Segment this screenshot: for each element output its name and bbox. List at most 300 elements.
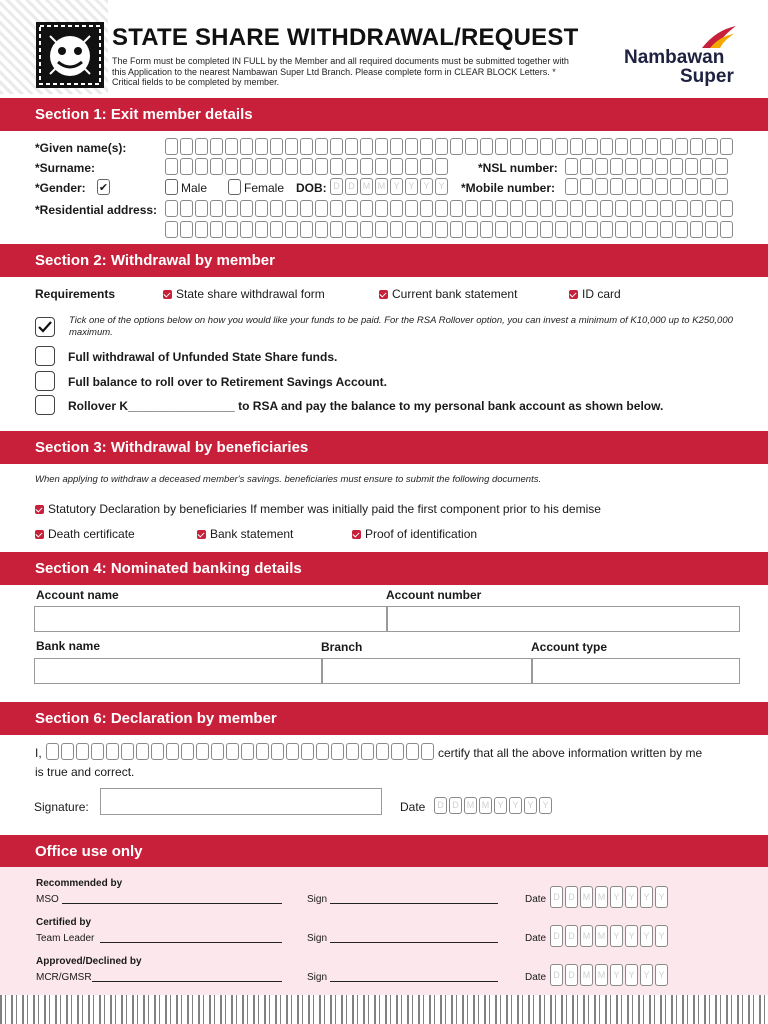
mobile-label: *Mobile number: bbox=[461, 181, 556, 195]
doc-item: Bank statement bbox=[197, 527, 293, 541]
char-box[interactable] bbox=[165, 200, 178, 217]
char-box[interactable] bbox=[330, 158, 343, 175]
char-box[interactable]: Y bbox=[640, 925, 653, 947]
char-box[interactable] bbox=[555, 221, 568, 238]
check-icon bbox=[379, 290, 388, 299]
char-box[interactable] bbox=[270, 158, 283, 175]
char-box[interactable]: Y bbox=[655, 925, 668, 947]
char-box[interactable]: Y bbox=[655, 964, 668, 986]
char-box[interactable] bbox=[255, 138, 268, 155]
office-row-line[interactable] bbox=[62, 903, 282, 904]
char-box[interactable] bbox=[435, 200, 448, 217]
char-box[interactable] bbox=[360, 138, 373, 155]
char-box[interactable] bbox=[420, 200, 433, 217]
char-box[interactable] bbox=[360, 158, 373, 175]
char-box[interactable]: M bbox=[595, 886, 608, 908]
char-box[interactable] bbox=[405, 138, 418, 155]
account-number-input[interactable] bbox=[387, 606, 740, 632]
account-name-label: Account name bbox=[36, 588, 119, 602]
char-box[interactable] bbox=[465, 221, 478, 238]
office-row-heading: Recommended by bbox=[36, 878, 123, 889]
char-box[interactable] bbox=[570, 138, 583, 155]
office-date-input[interactable] bbox=[550, 925, 668, 947]
char-box[interactable] bbox=[570, 221, 583, 238]
char-box[interactable] bbox=[345, 138, 358, 155]
char-box[interactable]: D bbox=[434, 797, 447, 814]
char-box[interactable] bbox=[435, 221, 448, 238]
char-box[interactable] bbox=[166, 743, 179, 760]
char-box[interactable] bbox=[600, 221, 613, 238]
char-box[interactable] bbox=[690, 138, 703, 155]
char-box[interactable] bbox=[715, 178, 728, 195]
char-box[interactable] bbox=[700, 158, 713, 175]
char-box[interactable] bbox=[480, 221, 493, 238]
given-names-input[interactable] bbox=[165, 138, 733, 155]
char-box[interactable] bbox=[195, 221, 208, 238]
char-box[interactable] bbox=[330, 138, 343, 155]
char-box[interactable] bbox=[270, 221, 283, 238]
account-number-label: Account number bbox=[386, 588, 482, 602]
char-box[interactable] bbox=[570, 200, 583, 217]
decorative-pattern bbox=[0, 995, 768, 1024]
char-box[interactable] bbox=[600, 200, 613, 217]
char-box[interactable]: M bbox=[580, 886, 593, 908]
char-box[interactable] bbox=[565, 158, 578, 175]
beneficiary-note: When applying to withdraw a deceased member's savings. beneficiaries must ensure to submit the following documents. bbox=[35, 474, 542, 485]
char-box[interactable] bbox=[660, 200, 673, 217]
char-box[interactable] bbox=[255, 158, 268, 175]
char-box[interactable] bbox=[165, 158, 178, 175]
char-box[interactable] bbox=[390, 200, 403, 217]
char-box[interactable]: Y bbox=[655, 886, 668, 908]
sign-label: Sign bbox=[307, 894, 328, 905]
char-box[interactable]: Y bbox=[405, 178, 418, 195]
char-box[interactable] bbox=[315, 221, 328, 238]
char-box[interactable] bbox=[195, 200, 208, 217]
char-box[interactable] bbox=[286, 743, 299, 760]
char-box[interactable] bbox=[595, 158, 608, 175]
char-box[interactable] bbox=[240, 138, 253, 155]
char-box[interactable] bbox=[165, 138, 178, 155]
char-box[interactable] bbox=[585, 138, 598, 155]
char-box[interactable] bbox=[61, 743, 74, 760]
char-box[interactable] bbox=[495, 221, 508, 238]
char-box[interactable]: Y bbox=[640, 964, 653, 986]
char-box[interactable] bbox=[300, 221, 313, 238]
char-box[interactable]: M bbox=[595, 925, 608, 947]
office-row-heading: Certified by bbox=[36, 917, 92, 928]
char-box[interactable]: M bbox=[580, 964, 593, 986]
check-icon bbox=[35, 505, 44, 514]
address-input-line2[interactable] bbox=[165, 221, 733, 238]
char-box[interactable] bbox=[390, 221, 403, 238]
char-box[interactable] bbox=[136, 743, 149, 760]
char-box[interactable]: D bbox=[565, 925, 578, 947]
char-box[interactable] bbox=[195, 158, 208, 175]
form-title: STATE SHARE WITHDRAWAL/REQUEST bbox=[112, 24, 579, 51]
office-date-label: Date bbox=[525, 933, 547, 944]
char-box[interactable]: Y bbox=[610, 964, 623, 986]
char-box[interactable] bbox=[565, 178, 578, 195]
char-box[interactable] bbox=[165, 221, 178, 238]
mobile-input[interactable] bbox=[565, 178, 728, 195]
char-box[interactable]: D bbox=[449, 797, 462, 814]
surname-input[interactable] bbox=[165, 158, 448, 175]
branch-label: Branch bbox=[321, 640, 363, 654]
char-box[interactable] bbox=[540, 221, 553, 238]
instruction-text: Tick one of the options below on how you would like your funds to be paid. For the RSA Rollover option, you can invest a minimum of K10,000 up to K250,000 maximum. bbox=[69, 315, 733, 338]
char-box[interactable]: D bbox=[550, 925, 563, 947]
char-box[interactable] bbox=[285, 200, 298, 217]
sign-line[interactable] bbox=[330, 903, 498, 904]
char-box[interactable] bbox=[585, 200, 598, 217]
char-box[interactable] bbox=[435, 158, 448, 175]
office-date-label: Date bbox=[525, 894, 547, 905]
brand-name: Nambawan Super bbox=[624, 47, 734, 87]
char-box[interactable] bbox=[256, 743, 269, 760]
office-row-line[interactable] bbox=[92, 981, 282, 982]
doc-item: Proof of identification bbox=[352, 527, 477, 541]
char-box[interactable] bbox=[645, 138, 658, 155]
office-date-input[interactable] bbox=[550, 964, 668, 986]
char-box[interactable] bbox=[715, 158, 728, 175]
sign-line[interactable] bbox=[330, 981, 498, 982]
char-box[interactable] bbox=[610, 178, 623, 195]
char-box[interactable]: M bbox=[375, 178, 388, 195]
char-box[interactable] bbox=[420, 158, 433, 175]
char-box[interactable] bbox=[705, 200, 718, 217]
char-box[interactable] bbox=[330, 200, 343, 217]
char-box[interactable] bbox=[255, 221, 268, 238]
char-box[interactable] bbox=[316, 743, 329, 760]
office-row-line[interactable] bbox=[100, 942, 282, 943]
char-box[interactable] bbox=[580, 158, 593, 175]
char-box[interactable] bbox=[226, 743, 239, 760]
char-box[interactable] bbox=[255, 200, 268, 217]
instruction-checkbox[interactable] bbox=[35, 317, 55, 337]
char-box[interactable] bbox=[360, 221, 373, 238]
char-box[interactable] bbox=[376, 743, 389, 760]
char-box[interactable]: Y bbox=[494, 797, 507, 814]
requirements-label: Requirements bbox=[35, 287, 116, 301]
char-box[interactable] bbox=[346, 743, 359, 760]
char-box[interactable] bbox=[555, 138, 568, 155]
char-box[interactable] bbox=[181, 743, 194, 760]
char-box[interactable] bbox=[315, 138, 328, 155]
char-box[interactable] bbox=[225, 138, 238, 155]
option-partial-rollover-label: Rollover K________________ to RSA and pay the balance to my personal bank account as shown below. bbox=[68, 399, 664, 413]
char-box[interactable] bbox=[225, 158, 238, 175]
declaration-date-input[interactable] bbox=[434, 797, 552, 814]
char-box[interactable] bbox=[225, 221, 238, 238]
char-box[interactable] bbox=[720, 221, 733, 238]
check-icon bbox=[163, 290, 172, 299]
office-row-heading: Approved/Declined by bbox=[36, 956, 142, 967]
char-box[interactable] bbox=[450, 138, 463, 155]
char-box[interactable] bbox=[720, 200, 733, 217]
char-box[interactable] bbox=[345, 158, 358, 175]
char-box[interactable] bbox=[655, 178, 668, 195]
char-box[interactable]: Y bbox=[610, 925, 623, 947]
char-box[interactable] bbox=[270, 138, 283, 155]
char-box[interactable] bbox=[420, 221, 433, 238]
char-box[interactable] bbox=[720, 138, 733, 155]
char-box[interactable] bbox=[301, 743, 314, 760]
signature-input[interactable] bbox=[100, 788, 382, 815]
char-box[interactable]: Y bbox=[625, 886, 638, 908]
char-box[interactable] bbox=[405, 200, 418, 217]
char-box[interactable] bbox=[640, 158, 653, 175]
section1-header: Section 1: Exit member details bbox=[0, 98, 768, 131]
char-box[interactable] bbox=[580, 178, 593, 195]
mask-logo-icon bbox=[36, 22, 104, 88]
char-box[interactable]: D bbox=[565, 886, 578, 908]
char-box[interactable]: Y bbox=[420, 178, 433, 195]
char-box[interactable] bbox=[270, 200, 283, 217]
char-box[interactable] bbox=[375, 221, 388, 238]
req-item: ID card bbox=[569, 287, 621, 301]
char-box[interactable] bbox=[705, 221, 718, 238]
char-box[interactable] bbox=[330, 221, 343, 238]
char-box[interactable] bbox=[106, 743, 119, 760]
char-box[interactable] bbox=[690, 200, 703, 217]
nsl-input[interactable] bbox=[565, 158, 728, 175]
char-box[interactable] bbox=[655, 158, 668, 175]
char-box[interactable] bbox=[196, 743, 209, 760]
char-box[interactable] bbox=[300, 158, 313, 175]
section2-header: Section 2: Withdrawal by member bbox=[0, 244, 768, 277]
gender-checkbox[interactable]: ✔ bbox=[98, 180, 109, 194]
char-box[interactable] bbox=[705, 138, 718, 155]
char-box[interactable] bbox=[685, 178, 698, 195]
char-box[interactable] bbox=[375, 158, 388, 175]
char-box[interactable]: D bbox=[565, 964, 578, 986]
char-box[interactable]: M bbox=[595, 964, 608, 986]
char-box[interactable] bbox=[315, 200, 328, 217]
char-box[interactable] bbox=[121, 743, 134, 760]
char-box[interactable] bbox=[406, 743, 419, 760]
char-box[interactable] bbox=[540, 200, 553, 217]
char-box[interactable] bbox=[595, 178, 608, 195]
account-name-input[interactable] bbox=[34, 606, 387, 632]
char-box[interactable] bbox=[375, 138, 388, 155]
char-box[interactable] bbox=[46, 743, 59, 760]
req-item: Current bank statement bbox=[379, 287, 517, 301]
char-box[interactable] bbox=[300, 200, 313, 217]
char-box[interactable] bbox=[285, 221, 298, 238]
sign-line[interactable] bbox=[330, 942, 498, 943]
office-date-label: Date bbox=[525, 972, 547, 983]
char-box[interactable] bbox=[271, 743, 284, 760]
char-box[interactable] bbox=[615, 138, 628, 155]
char-box[interactable] bbox=[180, 158, 193, 175]
char-box[interactable] bbox=[420, 138, 433, 155]
char-box[interactable]: Y bbox=[390, 178, 403, 195]
char-box[interactable] bbox=[685, 158, 698, 175]
char-box[interactable] bbox=[241, 743, 254, 760]
char-box[interactable] bbox=[675, 200, 688, 217]
char-box[interactable]: M bbox=[580, 925, 593, 947]
char-box[interactable] bbox=[615, 200, 628, 217]
char-box[interactable] bbox=[210, 221, 223, 238]
surname-label: *Surname: bbox=[35, 161, 96, 175]
char-box[interactable] bbox=[480, 200, 493, 217]
char-box[interactable] bbox=[210, 200, 223, 217]
char-box[interactable] bbox=[210, 138, 223, 155]
char-box[interactable] bbox=[675, 138, 688, 155]
branch-input[interactable] bbox=[322, 658, 532, 684]
char-box[interactable] bbox=[240, 200, 253, 217]
check-icon bbox=[35, 530, 44, 539]
char-box[interactable] bbox=[210, 158, 223, 175]
char-box[interactable] bbox=[421, 743, 434, 760]
checkmark-icon bbox=[38, 321, 52, 333]
char-box[interactable] bbox=[645, 221, 658, 238]
char-box[interactable] bbox=[585, 221, 598, 238]
section3-header: Section 3: Withdrawal by beneficiaries bbox=[0, 431, 768, 464]
char-box[interactable] bbox=[360, 200, 373, 217]
char-box[interactable] bbox=[375, 200, 388, 217]
check-icon bbox=[569, 290, 578, 299]
char-box[interactable] bbox=[91, 743, 104, 760]
char-box[interactable] bbox=[465, 138, 478, 155]
char-box[interactable] bbox=[180, 138, 193, 155]
char-box[interactable] bbox=[630, 221, 643, 238]
sign-label: Sign bbox=[307, 972, 328, 983]
char-box[interactable]: D bbox=[550, 886, 563, 908]
char-box[interactable] bbox=[510, 221, 523, 238]
address-input-line1[interactable] bbox=[165, 200, 733, 217]
char-box[interactable] bbox=[300, 138, 313, 155]
char-box[interactable]: Y bbox=[610, 886, 623, 908]
char-box[interactable]: M bbox=[464, 797, 477, 814]
char-box[interactable] bbox=[450, 221, 463, 238]
dob-label: DOB: bbox=[296, 181, 327, 195]
char-box[interactable] bbox=[405, 158, 418, 175]
char-box[interactable] bbox=[510, 138, 523, 155]
char-box[interactable]: Y bbox=[435, 178, 448, 195]
check-icon bbox=[352, 530, 361, 539]
char-box[interactable] bbox=[630, 138, 643, 155]
char-box[interactable] bbox=[76, 743, 89, 760]
char-box[interactable] bbox=[195, 138, 208, 155]
bank-name-input[interactable] bbox=[34, 658, 322, 684]
char-box[interactable]: Y bbox=[640, 886, 653, 908]
char-box[interactable] bbox=[180, 200, 193, 217]
char-box[interactable] bbox=[660, 221, 673, 238]
office-date-input[interactable] bbox=[550, 886, 668, 908]
char-box[interactable]: Y bbox=[524, 797, 537, 814]
char-box[interactable] bbox=[450, 200, 463, 217]
char-box[interactable]: Y bbox=[539, 797, 552, 814]
char-box[interactable] bbox=[240, 221, 253, 238]
char-box[interactable] bbox=[625, 158, 638, 175]
char-box[interactable] bbox=[675, 221, 688, 238]
char-box[interactable] bbox=[645, 200, 658, 217]
char-box[interactable] bbox=[211, 743, 224, 760]
char-box[interactable]: D bbox=[330, 178, 343, 195]
char-box[interactable]: Y bbox=[625, 925, 638, 947]
char-box[interactable] bbox=[495, 200, 508, 217]
char-box[interactable] bbox=[480, 138, 493, 155]
account-type-input[interactable] bbox=[532, 658, 740, 684]
address-label: *Residential address: bbox=[35, 203, 158, 217]
char-box[interactable] bbox=[405, 221, 418, 238]
char-box[interactable] bbox=[240, 158, 253, 175]
char-box[interactable] bbox=[390, 138, 403, 155]
char-box[interactable]: Y bbox=[625, 964, 638, 986]
office-header: Office use only bbox=[0, 835, 768, 868]
option-full-withdrawal-checkbox[interactable] bbox=[35, 346, 55, 366]
char-box[interactable] bbox=[465, 200, 478, 217]
char-box[interactable] bbox=[525, 221, 538, 238]
char-box[interactable] bbox=[625, 178, 638, 195]
male-checkbox[interactable] bbox=[165, 179, 178, 195]
char-box[interactable] bbox=[285, 158, 298, 175]
char-box[interactable] bbox=[630, 200, 643, 217]
char-box[interactable] bbox=[345, 221, 358, 238]
account-type-label: Account type bbox=[531, 640, 608, 654]
gender-label: *Gender: bbox=[35, 181, 86, 195]
char-box[interactable] bbox=[540, 138, 553, 155]
char-box[interactable] bbox=[225, 200, 238, 217]
char-box[interactable] bbox=[390, 158, 403, 175]
section4-header: Section 4: Nominated banking details bbox=[0, 552, 768, 585]
declaration-name-input[interactable] bbox=[46, 743, 434, 760]
char-box[interactable] bbox=[670, 158, 683, 175]
nsl-label: *NSL number: bbox=[478, 161, 558, 175]
char-box[interactable] bbox=[331, 743, 344, 760]
char-box[interactable] bbox=[345, 200, 358, 217]
form-instructions: The Form must be completed IN FULL by the Member and all required documents must be submitted together with this Application to the nearest Nambawan Super Ltd Branch. Please complete form in CLEAR BLOCK Letters. * Critical fields to be completed by member. bbox=[112, 56, 569, 87]
option-partial-rollover-checkbox[interactable] bbox=[35, 395, 55, 415]
char-box[interactable]: D bbox=[345, 178, 358, 195]
char-box[interactable] bbox=[640, 178, 653, 195]
char-box[interactable] bbox=[555, 200, 568, 217]
office-row-role: MCR/GMSR bbox=[36, 972, 92, 983]
char-box[interactable] bbox=[435, 138, 448, 155]
char-box[interactable]: D bbox=[550, 964, 563, 986]
char-box[interactable] bbox=[525, 200, 538, 217]
char-box[interactable] bbox=[700, 178, 713, 195]
option-rollover-full-checkbox[interactable] bbox=[35, 371, 55, 391]
char-box[interactable] bbox=[525, 138, 538, 155]
female-checkbox[interactable] bbox=[228, 179, 241, 195]
office-row-role: Team Leader bbox=[36, 933, 95, 944]
char-box[interactable] bbox=[315, 158, 328, 175]
char-box[interactable] bbox=[690, 221, 703, 238]
char-box[interactable] bbox=[615, 221, 628, 238]
char-box[interactable]: Y bbox=[509, 797, 522, 814]
char-box[interactable] bbox=[285, 138, 298, 155]
male-label: Male bbox=[181, 181, 208, 195]
declaration-date-label: Date bbox=[400, 800, 426, 814]
dob-input[interactable] bbox=[330, 178, 448, 195]
char-box[interactable]: M bbox=[360, 178, 373, 195]
char-box[interactable] bbox=[660, 138, 673, 155]
char-box[interactable] bbox=[361, 743, 374, 760]
char-box[interactable] bbox=[151, 743, 164, 760]
char-box[interactable] bbox=[610, 158, 623, 175]
char-box[interactable] bbox=[495, 138, 508, 155]
doc-item: Statutory Declaration by beneficiaries If member was initially paid the first component prior to his demise bbox=[35, 502, 601, 516]
char-box[interactable] bbox=[600, 138, 613, 155]
char-box[interactable] bbox=[510, 200, 523, 217]
char-box[interactable]: M bbox=[479, 797, 492, 814]
char-box[interactable] bbox=[670, 178, 683, 195]
char-box[interactable] bbox=[180, 221, 193, 238]
char-box[interactable] bbox=[391, 743, 404, 760]
